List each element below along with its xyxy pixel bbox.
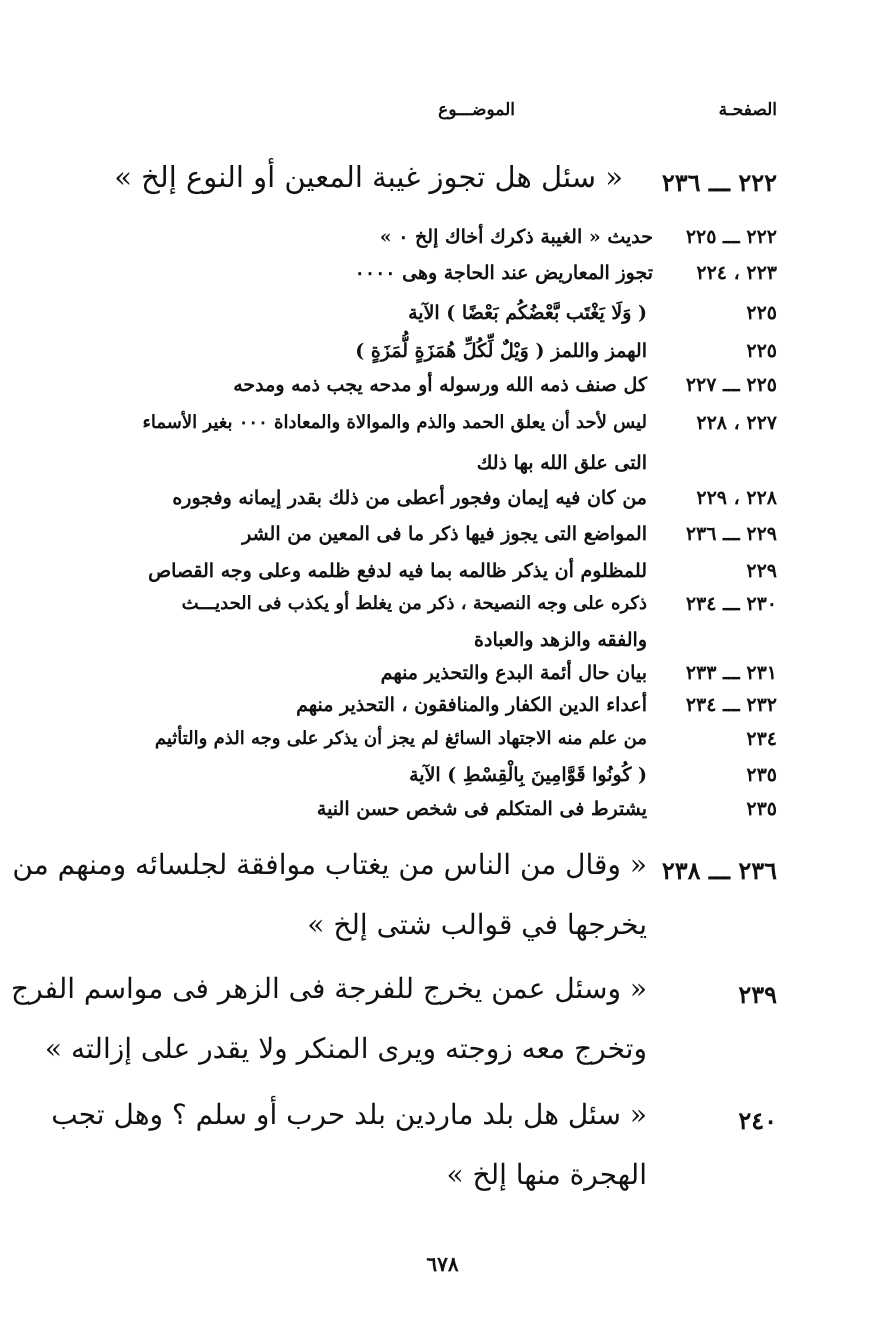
entry-page-range: ٢٣٠ ـــ ٢٣٤ [685,593,777,615]
entry-page-range: ٢٣٩ [738,980,777,1009]
entry-topic: « سئل هل بلد ماردين بلد حرب أو سلم ؟ وهل تجب [51,1098,647,1131]
entry-topic: « وقال من الناس من يغتاب موافقة لجلسائه ومنهم من [12,848,647,881]
entry-page-range: ٢٤٠ [738,1106,777,1135]
entry-page-range: ٢٢٢ ـــ ٢٢٥ [685,226,777,248]
entry-topic: ذكره على وجه النصيحة ، ذكر من يغلط أو يكذب فى الحديـــث [181,593,647,614]
topic-column-header: الموضـــوع [438,100,515,120]
entry-topic: من كان فيه إيمان وفجور أعطى من ذلك بقدر إيمانه وفجوره [172,487,647,509]
index-entry [0,523,885,557]
index-entry [0,972,885,1082]
index-entry [0,1098,885,1208]
entry-topic-continued: والفقه والزهد والعبادة [474,629,647,651]
entry-topic-continued: التى علق الله بها ذلك [476,452,647,474]
entry-page-range: ٢٣٥ [746,764,777,786]
entry-topic: بيان حال أئمة البدع والتحذير منهم [380,662,647,684]
index-entry [0,374,885,408]
entry-topic: تجوز المعاريض عند الحاجة وهى ٠٠٠٠ [354,262,653,284]
page-number: ٦٧٨ [426,1252,459,1276]
entry-page-range: ٢٣١ ـــ ٢٣٣ [685,662,777,684]
entry-page-range: ٢٢٩ [746,560,777,582]
entry-page-range: ٢٣٢ ـــ ٢٣٤ [685,694,777,716]
index-entry [0,302,885,336]
index-entry [0,340,885,374]
entry-topic: الهمز واللمز ( وَيْلٌ لِّكُلِّ هُمَزَةٍ لُّمَزَةٍ ) [355,340,647,362]
entry-topic-continued: الهجرة منها إلخ » [446,1158,647,1191]
index-entry [0,160,885,210]
index-entry [0,593,885,663]
entry-page-range: ٢٢٥ [746,340,777,362]
index-entry [0,226,885,260]
entry-topic: ( وَلَا يَغْتَب بَّعْضُكُم بَعْضًا ) الآية [408,302,647,324]
entry-page-range: ٢٢٧ ، ٢٢٨ [696,412,777,434]
entry-topic: من علم منه الاجتهاد السائغ لم يجز أن يذكر على وجه الذم والتأثيم [154,728,647,749]
entry-page-range: ٢٢٨ ، ٢٢٩ [696,487,777,509]
entry-topic: ليس لأحد أن يعلق الحمد والذم والموالاة والمعاداة ٠٠٠ بغير الأسماء [142,412,647,433]
entry-topic-continued: يخرجها في قوالب شتى إلخ » [307,908,647,941]
entry-topic: ( كُونُوا قَوَّامِينَ بِالْقِسْطِ ) الآية [409,764,647,786]
entry-page-range: ٢٣٤ [746,728,777,750]
entry-page-range: ٢٢٩ ـــ ٢٣٦ [685,523,777,545]
index-entry [0,412,885,482]
entry-topic: « وسئل عمن يخرج للفرجة فى الزهر فى مواسم الفرج [11,972,647,1005]
index-entry [0,728,885,762]
entry-page-range: ٢٢٥ [746,302,777,324]
entry-topic: كل صنف ذمه الله ورسوله أو مدحه يجب ذمه ومدحه [233,374,647,396]
page-column-header: الصفحـة [718,100,777,120]
entry-topic: للمظلوم أن يذكر ظالمه بما فيه لدفع ظلمه وعلى وجه القصاص [148,560,647,582]
entry-topic: حديث « الغيبة ذكرك أخاك إلخ ٠ » [379,226,653,248]
index-entry [0,848,885,958]
entry-topic: يشترط فى المتكلم فى شخص حسن النية [316,798,647,820]
entry-topic: المواضع التى يجوز فيها ذكر ما فى المعين من الشر [242,523,647,545]
index-entry [0,764,885,798]
entry-page-range: ٢٣٦ ـــ ٢٣٨ [661,856,777,885]
entry-page-range: ٢٢٢ ـــ ٢٣٦ [661,168,777,197]
index-entry [0,798,885,832]
entry-page-range: ٢٢٣ ، ٢٢٤ [696,262,777,284]
entry-page-range: ٢٢٥ ـــ ٢٢٧ [685,374,777,396]
index-entry [0,487,885,521]
entry-topic: « سئل هل تجوز غيبة المعين أو النوع إلخ » [114,160,623,194]
entry-topic-continued: وتخرج معه زوجته ويرى المنكر ولا يقدر على إزالته » [44,1032,647,1065]
entry-topic: أعداء الدين الكفار والمنافقون ، التحذير منهم [296,694,647,716]
entry-page-range: ٢٣٥ [746,798,777,820]
index-entry [0,560,885,594]
index-entry [0,262,885,296]
index-entry [0,662,885,696]
index-entry [0,694,885,728]
